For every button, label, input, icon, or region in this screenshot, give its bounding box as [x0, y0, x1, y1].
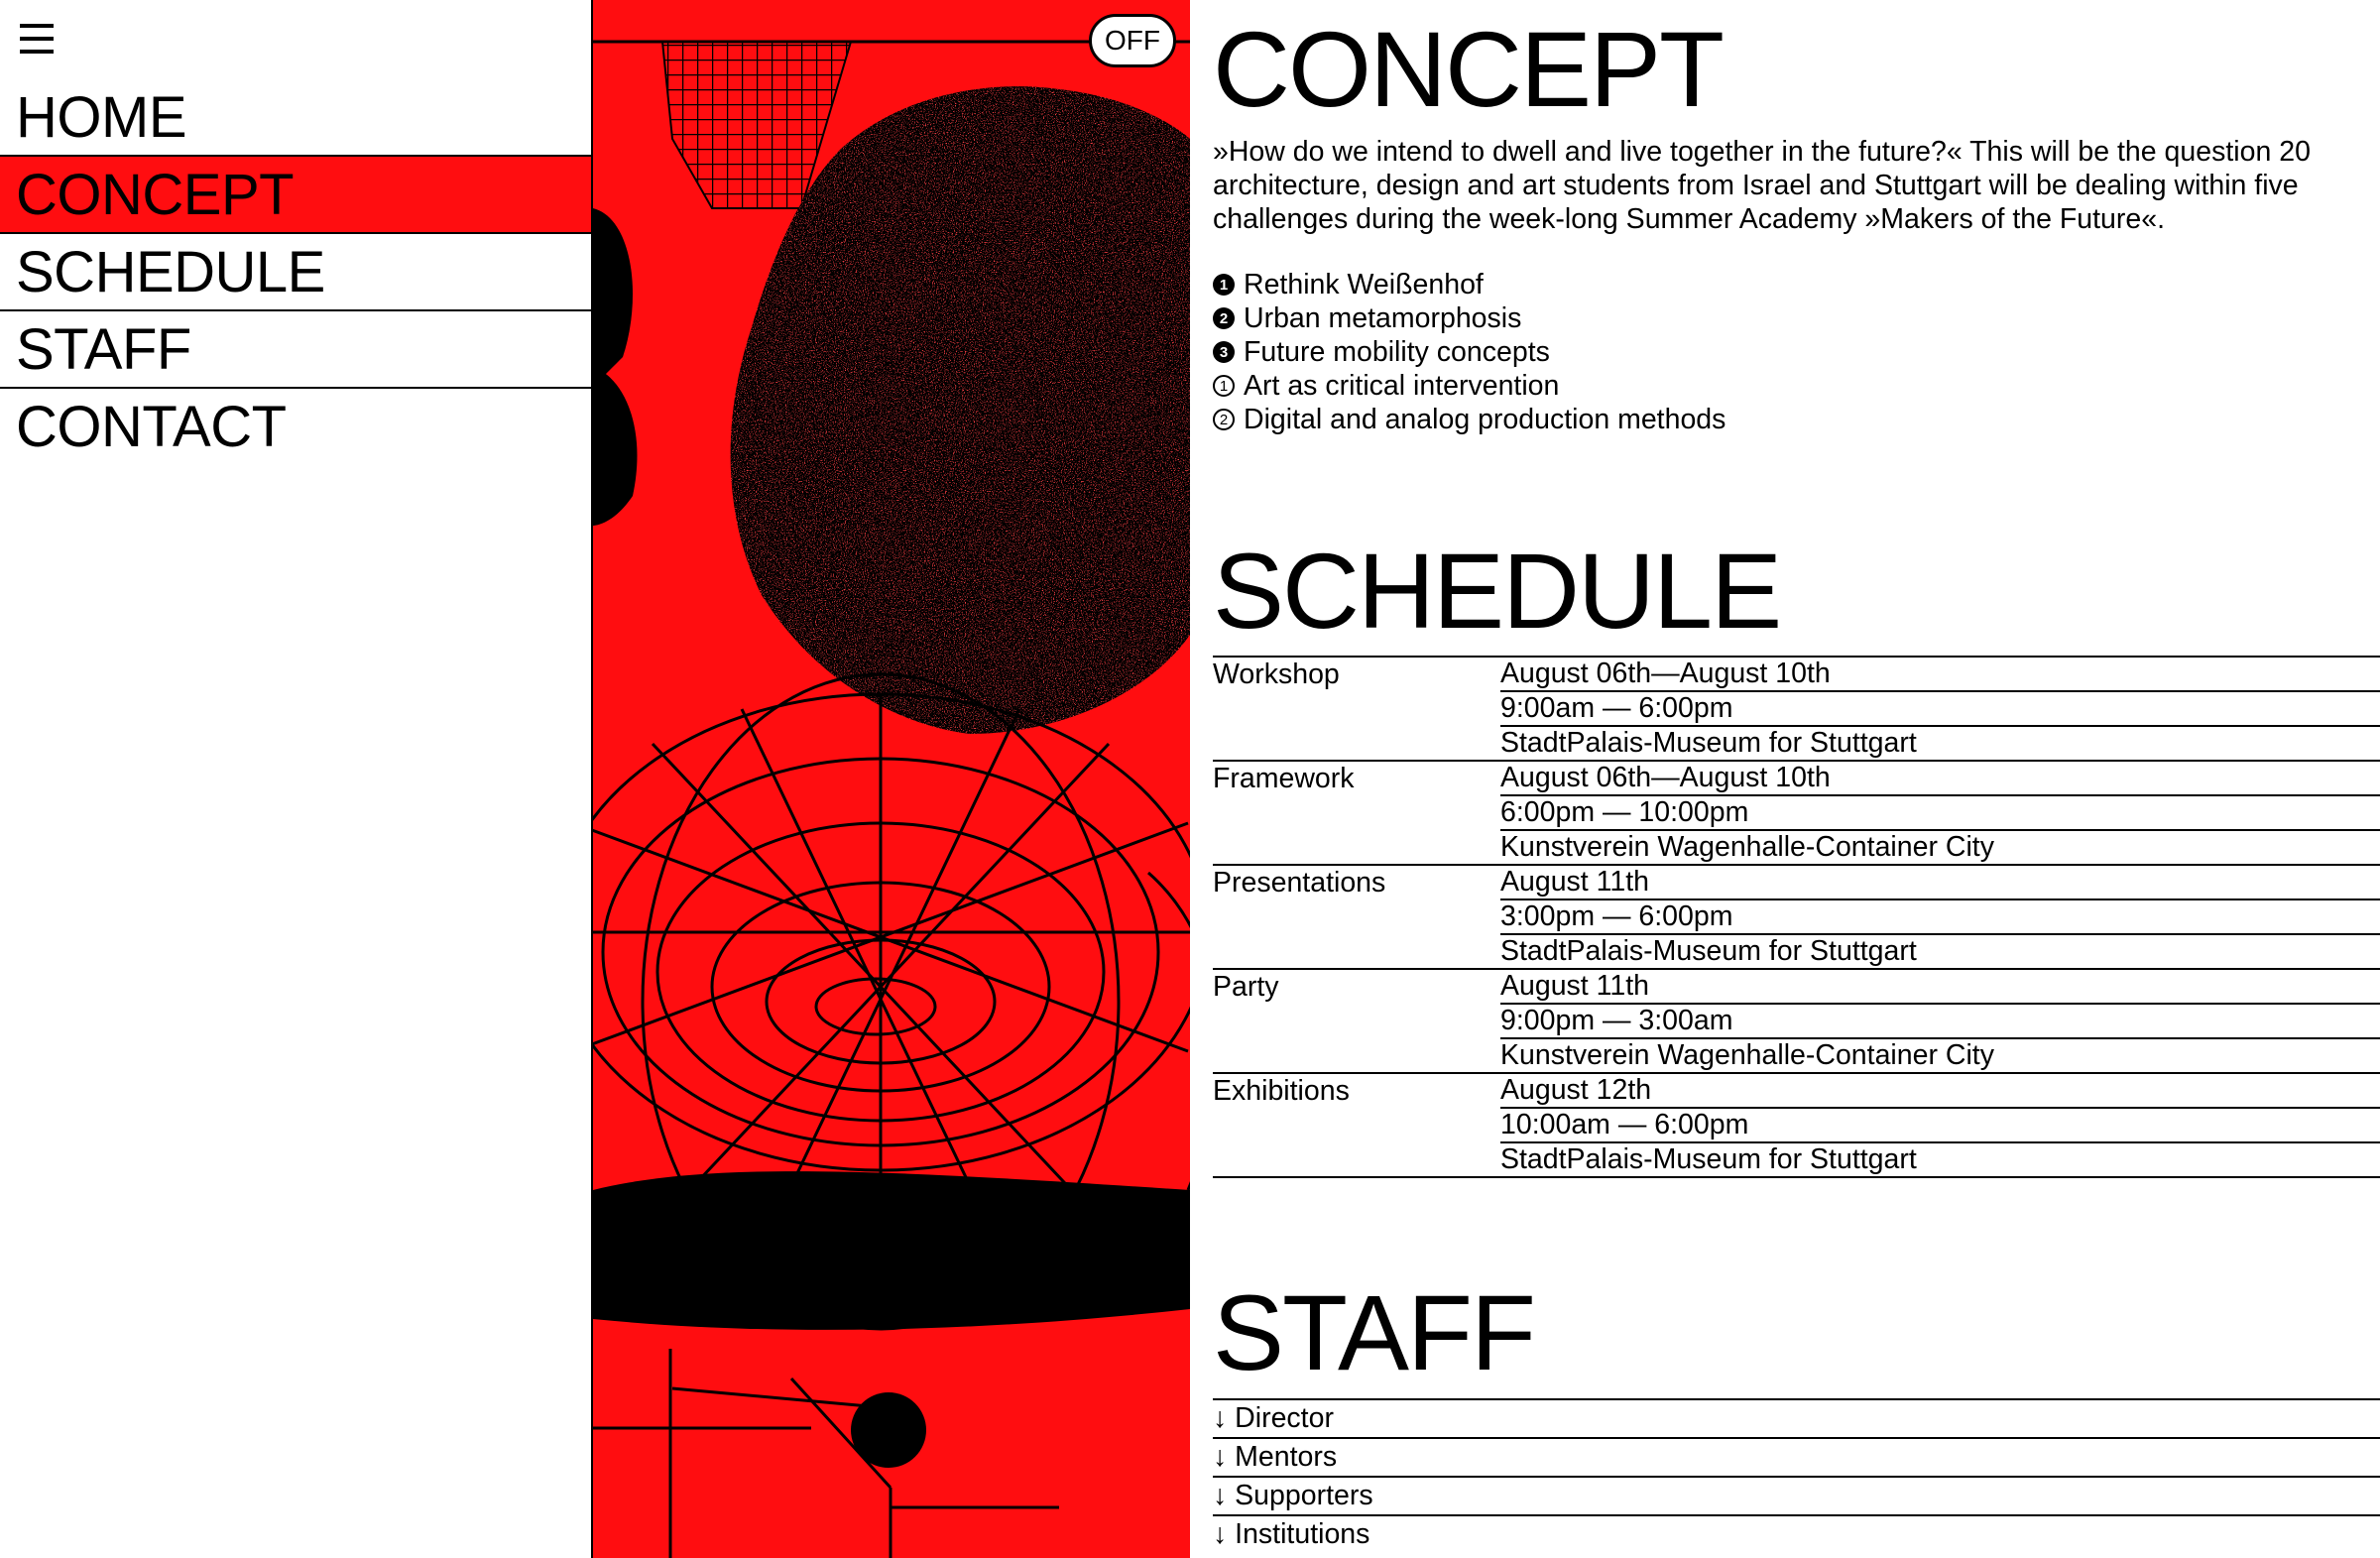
abstract-artwork-illustration [593, 0, 1190, 1558]
schedule-place: StadtPalais-Museum for Stuttgart [1500, 727, 1917, 759]
schedule-event-label: Presentations [1213, 867, 1386, 899]
schedule-place: StadtPalais-Museum for Stuttgart [1500, 1143, 1917, 1175]
challenge-item [1213, 335, 1726, 369]
schedule-date: August 12th [1500, 1074, 2380, 1109]
schedule-event-label: Workshop [1213, 659, 1340, 690]
nav-item-staff[interactable]: STAFF [0, 311, 591, 389]
concept-title: CONCEPT [1213, 9, 1724, 129]
schedule-row [1213, 762, 2380, 866]
schedule-time: 3:00pm — 6:00pm [1500, 900, 2380, 935]
schedule-title: SCHEDULE [1213, 531, 1781, 651]
challenge-label: Future mobility concepts [1244, 336, 1550, 368]
schedule-details [1500, 970, 2380, 1072]
staff-title: STAFF [1213, 1272, 1534, 1392]
staff-item-director[interactable]: ↓ Director [1213, 1400, 2380, 1439]
challenge-label: Rethink Weißenhof [1244, 269, 1484, 300]
hero-artwork [593, 0, 1190, 1558]
schedule-time: 9:00pm — 3:00am [1500, 1005, 2380, 1039]
schedule-row [1213, 658, 2380, 762]
nav-item-schedule[interactable]: SCHEDULE [0, 234, 591, 311]
challenge-label: Art as critical intervention [1244, 370, 1560, 402]
schedule-event-label: Framework [1213, 763, 1355, 794]
schedule-event-label: Party [1213, 971, 1279, 1003]
schedule-row [1213, 970, 2380, 1074]
staff-item-supporters[interactable]: ↓ Supporters [1213, 1478, 2380, 1516]
concept-intro-text: »How do we intend to dwell and live together in the future?« This will be the question 20 architecture, design and art students from Israel and Stuttgart will be dealing within five challenges during the week-long Summer Academy »Makers of the Future«. [1213, 136, 2311, 235]
schedule-place: Kunstverein Wagenhalle-Container City [1500, 1039, 1994, 1071]
number-2-filled-icon: 2 [1213, 307, 1235, 329]
staff-item-institutions[interactable]: ↓ Institutions [1213, 1518, 1370, 1550]
schedule-table [1213, 656, 2380, 1178]
nav-item-home[interactable]: HOME [0, 79, 591, 157]
schedule-time: 9:00am — 6:00pm [1500, 692, 2380, 727]
main-content [1190, 0, 2380, 1558]
challenges-list [1213, 268, 1726, 436]
challenge-item [1213, 301, 1726, 335]
schedule-details [1500, 866, 2380, 968]
schedule-date: August 11th [1500, 970, 2380, 1005]
schedule-details [1500, 1074, 2380, 1176]
staff-list [1213, 1398, 2380, 1553]
hamburger-menu-icon[interactable] [20, 24, 54, 54]
number-3-filled-icon: 3 [1213, 341, 1235, 363]
schedule-place: Kunstverein Wagenhalle-Container City [1500, 831, 1994, 863]
schedule-date: August 11th [1500, 866, 2380, 900]
challenge-label: Urban metamorphosis [1244, 302, 1522, 334]
challenge-label: Digital and analog production methods [1244, 404, 1726, 435]
schedule-row [1213, 866, 2380, 970]
number-2-outline-icon: 2 [1213, 409, 1235, 430]
challenge-item [1213, 369, 1726, 403]
challenge-item [1213, 268, 1726, 301]
nav-item-contact[interactable]: CONTACT [16, 395, 287, 459]
main-navigation [0, 0, 593, 1558]
animation-toggle-button[interactable]: OFF [1089, 14, 1176, 67]
staff-item-mentors[interactable]: ↓ Mentors [1213, 1439, 2380, 1478]
schedule-date: August 06th—August 10th [1500, 658, 2380, 692]
number-1-outline-icon: 1 [1213, 375, 1235, 397]
number-1-filled-icon: 1 [1213, 274, 1235, 296]
challenge-item [1213, 403, 1726, 436]
schedule-details [1500, 762, 2380, 864]
schedule-details [1500, 658, 2380, 760]
schedule-time: 10:00am — 6:00pm [1500, 1109, 2380, 1143]
schedule-time: 6:00pm — 10:00pm [1500, 796, 2380, 831]
schedule-event-label: Exhibitions [1213, 1075, 1350, 1107]
schedule-place: StadtPalais-Museum for Stuttgart [1500, 935, 1917, 967]
schedule-row [1213, 1074, 2380, 1178]
nav-item-concept[interactable]: CONCEPT [0, 157, 591, 234]
schedule-date: August 06th—August 10th [1500, 762, 2380, 796]
nav-list [0, 79, 591, 466]
